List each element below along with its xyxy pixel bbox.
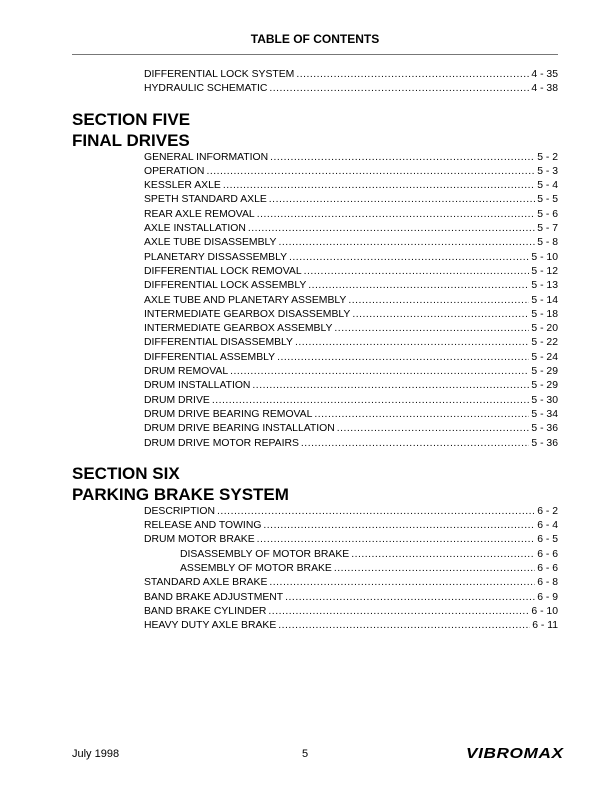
toc-entry-label: DRUM DRIVE BEARING REMOVAL <box>144 408 313 420</box>
dot-leader <box>206 165 535 179</box>
toc-entry-page: 6 - 6 <box>537 548 558 560</box>
toc-entry-page: 5 - 34 <box>531 408 558 420</box>
toc-entry-page: 5 - 30 <box>531 394 558 406</box>
toc-entry <box>144 308 558 322</box>
dot-leader <box>337 422 530 436</box>
toc-entry <box>144 619 558 633</box>
toc-entry-page: 5 - 22 <box>531 337 558 349</box>
dot-leader <box>308 279 529 293</box>
toc-entry <box>144 208 558 222</box>
toc-entry-label: AXLE INSTALLATION <box>144 223 246 235</box>
toc-entry-label: STANDARD AXLE BRAKE <box>144 577 268 589</box>
toc-entry-label: AXLE TUBE AND PLANETARY ASSEMBLY <box>144 294 347 306</box>
toc-entry-label: HYDRAULIC SCHEMATIC <box>144 83 268 95</box>
toc-entry-page: 5 - 13 <box>531 280 558 292</box>
toc-entry-label: INTERMEDIATE GEARBOX ASSEMBLY <box>144 323 333 335</box>
toc-entry-label: BAND BRAKE ADJUSTMENT <box>144 591 284 603</box>
dot-leader <box>334 562 535 576</box>
toc-entry <box>144 591 558 605</box>
toc-entry-label: RELEASE AND TOWING <box>144 520 262 532</box>
toc-entry-page: 5 - 20 <box>531 323 558 335</box>
dot-leader <box>348 294 529 308</box>
toc-entry-page: 5 - 14 <box>531 294 558 306</box>
toc-entry-label: DRUM DRIVE <box>144 394 210 406</box>
toc-entry <box>144 505 558 519</box>
toc-entry <box>144 394 558 408</box>
toc-entry-label: ASSEMBLY OF MOTOR BRAKE <box>180 563 332 575</box>
section-five <box>0 109 612 451</box>
toc-entry-label: HEAVY DUTY AXLE BRAKE <box>144 620 277 632</box>
dot-leader <box>285 591 535 605</box>
toc-entry-label: REAR AXLE REMOVAL <box>144 208 255 220</box>
dot-leader <box>278 619 530 633</box>
toc-entry <box>144 236 558 250</box>
section-six-title: SECTION SIX <box>72 463 180 483</box>
toc-entry-page: 4 - 38 <box>531 83 558 95</box>
section-five-list <box>144 151 558 451</box>
toc-entry-page: 6 - 4 <box>537 520 558 532</box>
toc-entry <box>144 294 558 308</box>
toc-entry <box>144 179 558 193</box>
dot-leader <box>352 308 529 322</box>
toc-entry <box>144 519 558 533</box>
toc-entry <box>144 379 558 393</box>
toc-entry-page: 5 - 12 <box>531 265 558 277</box>
dot-leader <box>212 394 530 408</box>
dot-leader <box>248 222 535 236</box>
toc-entry-label: DRUM DRIVE MOTOR REPAIRS <box>144 437 299 449</box>
footer-page-number: 5 <box>302 748 309 760</box>
toc-entry <box>144 68 558 82</box>
toc-entry <box>144 265 558 279</box>
toc-entry-page: 6 - 11 <box>532 620 558 632</box>
toc-entry-page: 5 - 8 <box>537 237 558 249</box>
dot-leader <box>289 251 529 265</box>
toc-entry-page: 4 - 35 <box>531 69 558 80</box>
toc-entry-page: 5 - 6 <box>537 208 558 220</box>
toc-entry <box>144 251 558 265</box>
toc-entry <box>144 82 558 96</box>
footer-date: July 1998 <box>72 748 120 760</box>
toc-entry-page: 5 - 29 <box>531 380 558 392</box>
toc-entry <box>144 437 558 451</box>
toc-entry <box>144 336 558 350</box>
toc-entry-page: 6 - 10 <box>531 605 558 617</box>
dot-leader <box>230 365 529 379</box>
toc-entry <box>144 279 558 293</box>
toc-entry-page: 5 - 36 <box>531 437 558 449</box>
dot-leader <box>263 519 535 533</box>
toc-entry-page: 6 - 9 <box>537 591 558 603</box>
toc-entry-label: DIFFERENTIAL DISASSEMBLY <box>144 337 293 349</box>
dot-leader <box>334 322 529 336</box>
toc-entry-page: 6 - 6 <box>537 563 558 575</box>
toc-entry-page: 5 - 36 <box>531 423 558 435</box>
toc-entry <box>144 562 558 576</box>
toc-entry-label: DRUM INSTALLATION <box>144 380 251 392</box>
toc-entry-page: 6 - 5 <box>537 534 558 546</box>
toc-intro-list <box>144 68 558 97</box>
dot-leader <box>277 351 529 365</box>
dot-leader <box>270 151 535 165</box>
toc-entry-label: DISASSEMBLY OF MOTOR BRAKE <box>180 548 350 560</box>
section-six-subtitle: PARKING BRAKE SYSTEM <box>72 484 289 504</box>
toc-entry-page: 6 - 8 <box>537 577 558 589</box>
toc-entry-page: 5 - 7 <box>537 223 558 235</box>
toc-entry-label: BAND BRAKE CYLINDER <box>144 605 267 617</box>
dot-leader <box>351 548 535 562</box>
toc-entry-page: 5 - 4 <box>537 180 558 192</box>
dot-leader <box>257 208 536 222</box>
dot-leader <box>257 533 536 547</box>
dot-leader <box>217 505 535 519</box>
toc-entry <box>144 533 558 547</box>
toc-entry-label: SPETH STANDARD AXLE <box>144 194 267 206</box>
toc-entry <box>144 151 558 165</box>
dot-leader <box>304 265 530 279</box>
toc-entry <box>144 193 558 207</box>
toc-entry-label: DIFFERENTIAL LOCK SYSTEM <box>144 69 295 80</box>
toc-entry-page: 5 - 5 <box>537 194 558 206</box>
toc-entry <box>144 576 558 590</box>
toc-entry-page: 5 - 18 <box>531 308 558 320</box>
toc-entry-label: DRUM DRIVE BEARING INSTALLATION <box>144 423 335 435</box>
toc-entry-page: 6 - 2 <box>537 505 558 517</box>
dot-leader <box>223 179 535 193</box>
toc-entry-label: GENERAL INFORMATION <box>144 151 269 163</box>
toc-entry <box>144 165 558 179</box>
toc-entry-page: 5 - 29 <box>531 366 558 378</box>
dot-leader <box>269 193 535 207</box>
toc-entry <box>144 322 558 336</box>
toc-entry-label: OPERATION <box>144 165 205 177</box>
toc-entry-label: DIFFERENTIAL LOCK ASSEMBLY <box>144 280 307 292</box>
toc-entry-label: DIFFERENTIAL ASSEMBLY <box>144 351 276 363</box>
toc-entry <box>144 605 558 619</box>
section-five-title: SECTION FIVE <box>72 109 191 129</box>
dot-leader <box>252 379 529 393</box>
toc-entry-label: DESCRIPTION <box>144 505 216 517</box>
toc-entry-page: 5 - 3 <box>537 165 558 177</box>
toc-entry-page: 5 - 10 <box>531 251 558 263</box>
section-six-list <box>144 505 558 634</box>
page-header-title: TABLE OF CONTENTS <box>250 32 380 46</box>
toc-entry-label: KESSLER AXLE <box>144 180 221 192</box>
toc-entry-label: AXLE TUBE DISASSEMBLY <box>144 237 277 249</box>
toc-entry <box>144 351 558 365</box>
vibromax-logo: VIBROMAX <box>466 745 564 762</box>
dot-leader <box>269 576 535 590</box>
toc-entry-label: DRUM MOTOR BRAKE <box>144 534 255 546</box>
dot-leader <box>278 236 535 250</box>
dot-leader <box>314 408 529 422</box>
dot-leader <box>269 82 529 96</box>
toc-entry <box>144 222 558 236</box>
toc-entry <box>144 365 558 379</box>
toc-entry <box>144 408 558 422</box>
dot-leader <box>268 605 529 619</box>
section-five-subtitle: FINAL DRIVES <box>72 130 190 150</box>
dot-leader <box>301 437 530 451</box>
toc-entry-label: DRUM REMOVAL <box>144 366 229 378</box>
section-six <box>0 463 612 634</box>
header-rule <box>72 54 558 55</box>
toc-entry-page: 5 - 2 <box>537 151 558 163</box>
toc-entry-label: INTERMEDIATE GEARBOX DISASSEMBLY <box>144 308 351 320</box>
toc-entry <box>144 422 558 436</box>
toc-entry-label: PLANETARY DISSASSEMBLY <box>144 251 288 263</box>
toc-entry <box>144 548 558 562</box>
dot-leader <box>296 68 529 82</box>
toc-content <box>0 68 612 634</box>
toc-entry-page: 5 - 24 <box>531 351 558 363</box>
toc-entry-label: DIFFERENTIAL LOCK REMOVAL <box>144 265 302 277</box>
dot-leader <box>295 336 529 350</box>
